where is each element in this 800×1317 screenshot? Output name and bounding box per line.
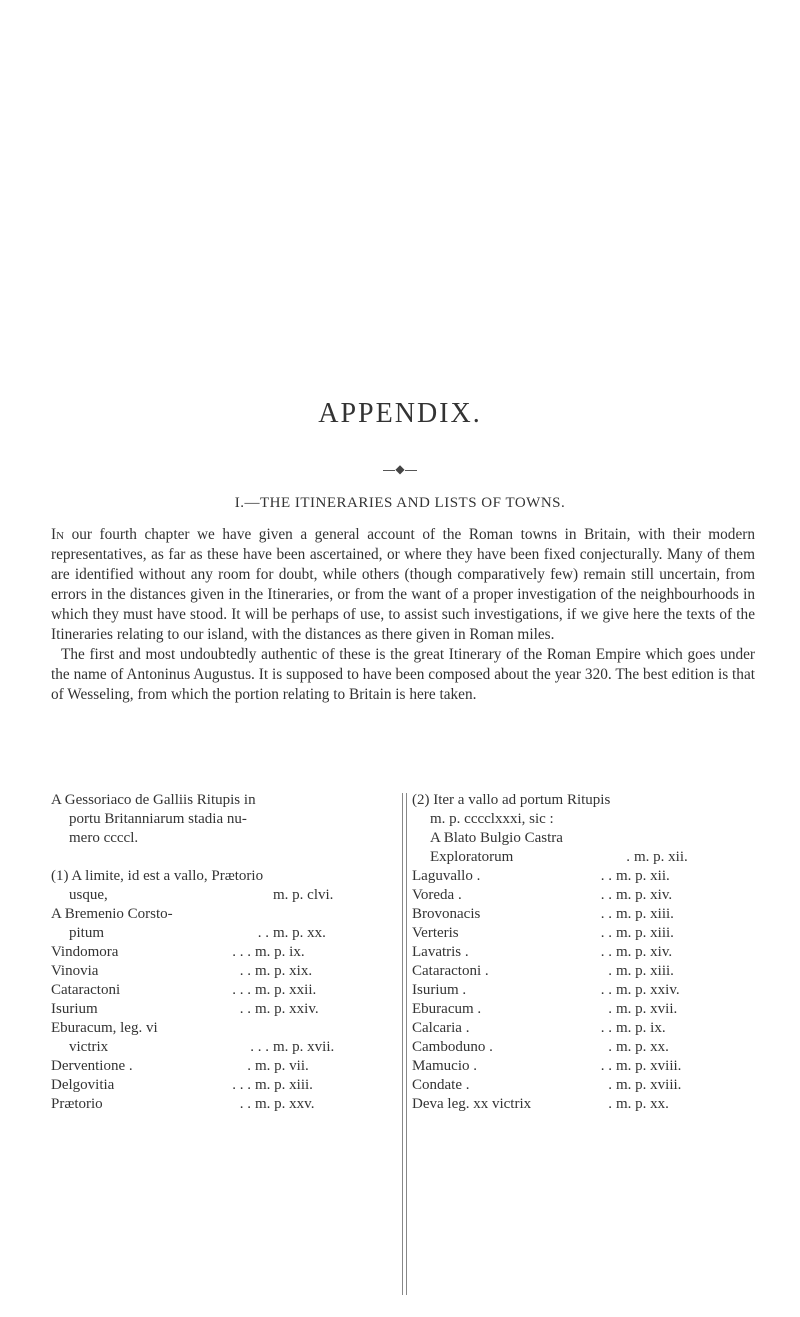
leader-dots: . . — [600, 1058, 612, 1074]
section-title: I.—THE ITINERARIES AND LISTS OF TOWNS. — [234, 495, 566, 511]
iter-1-distance: m. p. clvi. — [273, 887, 334, 903]
itinerary-row — [412, 886, 757, 905]
distance: m. p. ix. — [255, 944, 305, 960]
leader-dots: . . — [600, 868, 612, 884]
leader-dots: . . . — [232, 944, 251, 960]
intro-paragraph-2: The first and most undoubtedly authentic of these is the great Itinerary of the Roman Empire which goes under the name of Antoninus Augustus. It is supposed to have been composed about the year 320. The best edition is that of Wesseling, from which the portion relating to Britain is here taken. — [51, 646, 755, 703]
itinerary-row — [51, 943, 396, 962]
leader-dots: . . — [600, 906, 612, 922]
iter-2-title: (2) Iter a vallo ad portum Ritupis — [412, 792, 611, 808]
itinerary-row — [412, 905, 757, 924]
distance: m. p. xiv. — [616, 944, 673, 960]
leader-dots: . — [608, 1001, 612, 1017]
distance: m. p. xxv. — [255, 1096, 315, 1112]
distance: m. p. ix. — [616, 1020, 666, 1036]
itinerary-row — [412, 981, 757, 1000]
leader-dots: . . — [239, 963, 251, 979]
station-name: Lavatris . — [412, 944, 469, 960]
station-name: victrix — [69, 1039, 109, 1055]
distance: m. p. xix. — [255, 963, 313, 979]
itinerary-row — [412, 1057, 757, 1076]
distance: m. p. xx. — [616, 1096, 669, 1112]
distance: m. p. xiii. — [616, 906, 674, 922]
station-name: pitum — [69, 925, 105, 941]
left-column — [51, 791, 396, 1114]
itinerary-row — [412, 848, 757, 867]
iter-1-usque: usque, — [69, 887, 108, 903]
station-name: Mamucio . — [412, 1058, 477, 1074]
distance: m. p. xii. — [616, 868, 670, 884]
leader-dots: . — [608, 1077, 612, 1093]
station-name: Camboduno . — [412, 1039, 493, 1055]
distance: m. p. xviii. — [616, 1077, 682, 1093]
itinerary-row — [51, 1057, 396, 1076]
itinerary-row — [412, 1095, 757, 1114]
distance: m. p. xviii. — [616, 1058, 682, 1074]
right-column — [412, 791, 757, 1114]
station-name: Vindomora — [51, 944, 119, 960]
distance: m. p. xii. — [634, 849, 688, 865]
distance: m. p. xiii. — [255, 1077, 313, 1093]
intro-text — [51, 525, 755, 705]
distance: m. p. xvii. — [616, 1001, 678, 1017]
left-header-line: portu Britanniarum stadia nu- — [69, 811, 247, 827]
ornament-divider — [0, 462, 800, 477]
distance: m. p. xxiv. — [616, 982, 680, 998]
itinerary-row — [51, 981, 396, 1000]
leader-dots: . . — [600, 982, 612, 998]
station-name: Prætorio — [51, 1096, 103, 1112]
distance: m. p. xiv. — [616, 887, 673, 903]
itinerary-row — [412, 867, 757, 886]
blato-line: A Blato Bulgio Castra — [430, 830, 563, 846]
iter-1-total — [51, 886, 396, 905]
station-name: Calcaria . — [412, 1020, 470, 1036]
itinerary-row — [412, 1076, 757, 1095]
leader-dots: . . — [600, 887, 612, 903]
leader-dots: . . — [600, 925, 612, 941]
itinerary-row — [51, 1095, 396, 1114]
distance: m. p. vii. — [255, 1058, 309, 1074]
station-name: Exploratorum — [430, 849, 514, 865]
page-title: APPENDIX. — [318, 398, 482, 429]
itinerary-row — [51, 1076, 396, 1095]
itinerary-row — [412, 962, 757, 981]
leader-dots: . . — [239, 1001, 251, 1017]
leader-dots: . — [608, 1039, 612, 1055]
station-name: Verteris — [412, 925, 459, 941]
itinerary-row — [412, 943, 757, 962]
itinerary-row — [412, 924, 757, 943]
station-name: Condate . — [412, 1077, 470, 1093]
leader-dots: . — [608, 963, 612, 979]
distance: m. p. xx. — [273, 925, 326, 941]
leader-dots: . — [247, 1058, 251, 1074]
itinerary-row — [51, 1000, 396, 1019]
station-name: Cataractoni — [51, 982, 121, 998]
station-name: Derventione . — [51, 1058, 133, 1074]
drop-word: In — [51, 526, 65, 543]
station-name: Isurium — [51, 1001, 98, 1017]
leader-dots: . — [608, 1096, 612, 1112]
eburacum-line: Eburacum, leg. vi — [51, 1020, 158, 1036]
distance: m. p. xx. — [616, 1039, 669, 1055]
leader-dots: . — [626, 849, 630, 865]
bremenio-line: A Bremenio Corsto- — [51, 906, 173, 922]
column-divider — [402, 793, 407, 1295]
left-header-line: mero ccccl. — [69, 830, 139, 846]
left-header-line: A Gessoriaco de Galliis Ritupis in — [51, 792, 256, 808]
diamond-icon: ◆ — [395, 462, 405, 476]
leader-dots: . . — [600, 944, 612, 960]
station-name: Isurium . — [412, 982, 467, 998]
leader-dots: . . — [257, 925, 269, 941]
itinerary-row — [412, 1000, 757, 1019]
itinerary-row — [51, 924, 396, 943]
leader-dots: . . . — [232, 982, 251, 998]
leader-dots: . . . — [232, 1077, 251, 1093]
station-name: Delgovitia — [51, 1077, 115, 1093]
itinerary-row — [51, 1038, 396, 1057]
distance: m. p. xiii. — [616, 963, 674, 979]
station-name: Vinovia — [51, 963, 99, 979]
station-name: Eburacum . — [412, 1001, 482, 1017]
station-name: Deva leg. xx victrix — [412, 1096, 532, 1112]
leader-dots: . . — [239, 1096, 251, 1112]
distance: m. p. xiii. — [616, 925, 674, 941]
iter-1-title: (1) A limite, id est a vallo, Prætorio — [51, 868, 264, 884]
station-name: Cataractoni . — [412, 963, 489, 979]
station-name: Laguvallo . — [412, 868, 481, 884]
station-name: Voreda . — [412, 887, 462, 903]
itinerary-row — [412, 1019, 757, 1038]
station-name: Brovonacis — [412, 906, 481, 922]
distance: m. p. xxii. — [255, 982, 317, 998]
intro-paragraph-1-text: our fourth chapter we have given a general account of the Roman towns in Britain, with their modern representatives, as far as these have been ascertained, or where they have been fixed conjecturally. Many of them are identified without any room for doubt, while others (though comparatively few) remain still uncertain, from errors in the distances given in the Itineraries, or from the want of a proper investigation of the neighbourhoods in which they must have stood. It will be perhaps of use, to assist such investigations, if we give here the texts of the Itineraries relating to our island, with the distances as there given in Roman miles. — [51, 526, 755, 643]
itinerary-row — [412, 1038, 757, 1057]
leader-dots: . . . — [250, 1039, 269, 1055]
intro-paragraph-1 — [51, 525, 755, 645]
distance: m. p. xxiv. — [255, 1001, 319, 1017]
itinerary-row — [51, 962, 396, 981]
distance: m. p. xvii. — [273, 1039, 335, 1055]
leader-dots: . . — [600, 1020, 612, 1036]
iter-2-total: m. p. cccclxxxi, sic : — [430, 811, 554, 827]
